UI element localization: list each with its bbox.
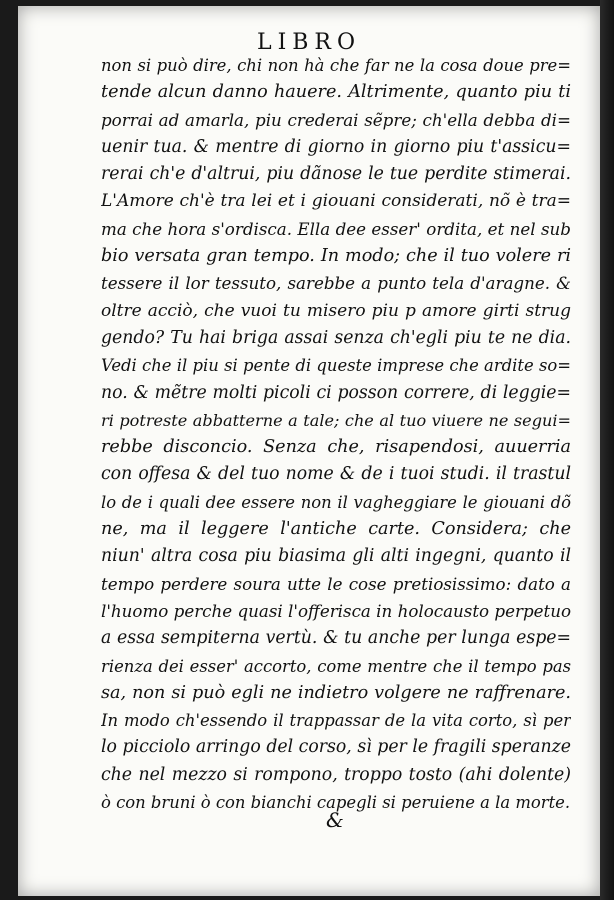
- book-page: [18, 6, 600, 896]
- text-line: a essa sempiterna vertù. & tu anche per lunga espe=: [101, 628, 571, 649]
- text-line: gendo? Tu hai briga assai senza ch'egli piu te ne dia.: [101, 327, 571, 348]
- text-line: rerai ch'e d'altrui, piu dãnose le tue perdite stimerai.: [101, 164, 571, 185]
- text-line: con offesa & del tuo nome & de i tuoi studi. il trastul: [101, 464, 571, 485]
- text-line: ò con bruni ò con bianchi capegli si peruiene a la morte.: [101, 793, 571, 813]
- text-line: uenir tua. & mentre di giorno in giorno piu t'assicu=: [101, 136, 571, 157]
- text-line: tempo perdere soura utte le cose pretiosissimo: dato a: [101, 573, 571, 594]
- text-line: niun' altra cosa piu biasima gli alti ingegni, quanto il: [101, 546, 571, 567]
- page-edge-shadow: [600, 0, 614, 900]
- text-line: lo picciolo arringo del corso, sì per le fragili speranze: [101, 737, 571, 758]
- running-header: LIBRO: [256, 30, 362, 55]
- text-line: che nel mezzo si rompono, troppo tosto (ahi dolente): [101, 764, 571, 785]
- text-line: tessere il lor tessuto, sarebbe a punto tela d'aragne. &: [101, 273, 571, 294]
- text-line: sa, non si può egli ne indietro volgere ne raffrenare.: [101, 682, 571, 703]
- text-line: ri potreste abbatterne a tale; che al tuo viuere ne segui=: [101, 410, 571, 430]
- text-line: porrai ad amarla, piu crederai sẽpre; ch'ella debba di=: [101, 109, 571, 130]
- text-line: rebbe disconcio. Senza che, risapendosi, auuerria: [101, 437, 571, 458]
- text-line: ma che hora s'ordisca. Ella dee esser' ordita, et nel sub: [101, 218, 571, 239]
- text-line: no. & mẽtre molti picoli ci posson correre, di leggie=: [101, 382, 571, 403]
- text-line: Vedi che il piu si pente di queste imprese che ardite so=: [101, 356, 571, 376]
- body-text: [101, 52, 571, 816]
- text-line: oltre acciò, che vuoi tu misero piu p amore girti strug: [101, 300, 571, 321]
- text-line: L'Amore ch'è tra lei et i giouani considerati, nõ è tra=: [101, 191, 571, 212]
- text-line: In modo ch'essendo il trappassar de la vita corto, sì per: [101, 711, 571, 731]
- text-line: tende alcun danno hauere. Altrimente, quanto piu ti: [101, 82, 571, 103]
- text-line: lo de i quali dee essere non il vagheggiare le giouani dõ: [101, 492, 571, 512]
- text-line: ne, ma il leggere l'antiche carte. Considera; che: [101, 519, 571, 540]
- catchword: &: [326, 808, 344, 832]
- text-line: bio versata gran tempo. In modo; che il tuo volere ri: [101, 246, 571, 267]
- text-line: rienza dei esser' accorto, come mentre che il tempo pas: [101, 656, 571, 676]
- text-line: l'huomo perche quasi l'offerisca in holocausto perpetuo: [101, 600, 571, 621]
- text-line: non si può dire, chi non hà che far ne la cosa doue pre=: [101, 56, 571, 75]
